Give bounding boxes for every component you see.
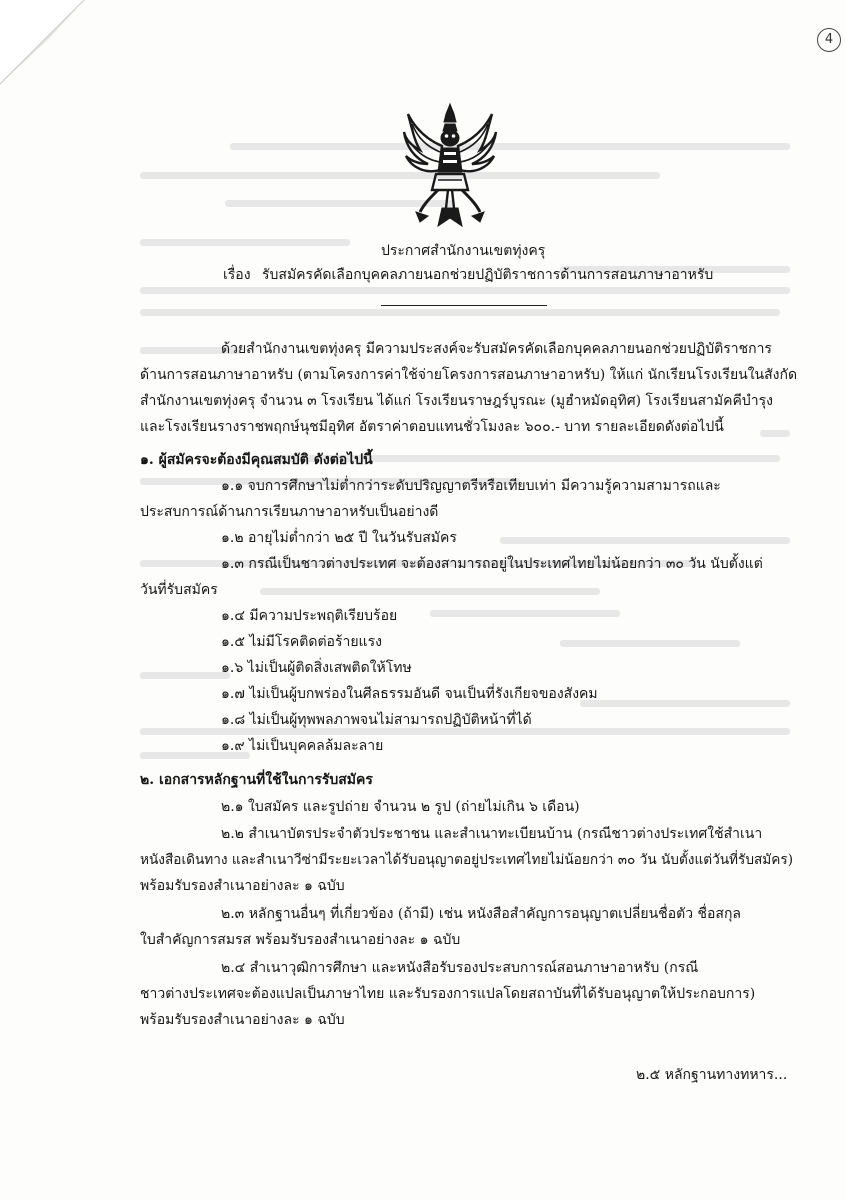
qualification-item: ๑.๗ ไม่เป็นผู้บกพร่องในศีลธรรมอันดี จนเป็นที่รังเกียจของสังคม [221,686,598,702]
qualification-item: วันที่รับสมัคร [140,582,218,598]
intro-line: ด้วยสำนักงานเขตทุ่งครุ มีความประสงค์จะรับสมัครคัดเลือกบุคคลภายนอกช่วยปฏิบัติราชการ [221,341,772,357]
intro-line: สำนักงานเขตทุ่งครุ จำนวน ๓ โรงเรียน ได้แก่ โรงเรียนราษฎร์บูรณะ (มูฮำหมัดอุทิศ) โรงเรียนสามัคคีบำรุง [140,393,773,409]
document-item: หนังสือเดินทาง และสำเนาวีซ่ามีระยะเวลาได้รับอนุญาตอยู่ประเทศไทยไม่น้อยกว่า ๓๐ วัน นับตั้งแต่วันที่รับสมัคร) [140,852,794,868]
subject-text: รับสมัครคัดเลือกบุคคลภายนอกช่วยปฏิบัติราชการด้านการสอนภาษาอาหรับ [262,267,714,283]
heading-divider [381,305,547,306]
section-heading: ๑. ผู้สมัครจะต้องมีคุณสมบัติ ดังต่อไปนี้ [140,452,373,468]
document-item: ๒.๑ ใบสมัคร และรูปถ่าย จำนวน ๒ รูป (ถ่ายไม่เกิน ๖ เดือน) [221,799,580,815]
document-item: พร้อมรับรองสำเนาอย่างละ ๑ ฉบับ [140,878,345,894]
qualification-item: ๑.๖ ไม่เป็นผู้ติดสิ่งเสพติดให้โทษ [221,660,412,676]
document-item: ชาวต่างประเทศจะต้องแปลเป็นภาษาไทย และรับรองการแปลโดยสถาบันที่ได้รับอนุญาตให้ประกอบการ) [140,986,756,1002]
intro-line: และโรงเรียนรางราชพฤกษ์นุชมีอุทิศ อัตราค่าตอบแทนชั่วโมงละ ๖๐๐.- บาท รายละเอียดดังต่อไปนี้ [140,419,724,435]
qualification-item: ๑.๑ จบการศึกษาไม่ต่ำกว่าระดับปริญญาตรีหรือเทียบเท่า มีความรู้ความสามารถและ [221,478,721,494]
document-item: พร้อมรับรองสำเนาอย่างละ ๑ ฉบับ [140,1012,345,1028]
qualification-item: ๑.๕ ไม่มีโรคติดต่อร้ายแรง [221,634,382,650]
intro-line: ด้านการสอนภาษาอาหรับ (ตามโครงการค่าใช้จ่ายโครงการสอนภาษาอาหรับ) ให้แก่ นักเรียนโรงเรียนในสังกัด [140,367,798,383]
qualification-item: ๑.๘ ไม่เป็นผู้ทุพพลภาพจนไม่สามารถปฏิบัติหน้าที่ได้ [221,712,532,728]
subject-label: เรื่อง [223,267,251,283]
qualification-item: ๑.๔ มีความประพฤติเรียบร้อย [221,608,398,624]
document-item: ๒.๒ สำเนาบัตรประจำตัวประชาชน และสำเนาทะเบียนบ้าน (กรณีชาวต่างประเทศใช้สำเนา [221,826,763,842]
folded-corner [0,0,90,90]
page-number: 4 [817,28,841,52]
section-heading: ๒. เอกสารหลักฐานที่ใช้ในการรับสมัคร [140,772,373,788]
document-item: ๒.๓ หลักฐานอื่นๆ ที่เกี่ยวข้อง (ถ้ามี) เช่น หนังสือสำคัญการอนุญาตเปลี่ยนชื่อตัว ชื่อสกุล [221,906,742,922]
qualification-item: ๑.๓ กรณีเป็นชาวต่างประเทศ จะต้องสามารถอยู่ในประเทศไทยไม่น้อยกว่า ๓๐ วัน นับตั้งแต่ [221,556,763,572]
document-item: ใบสำคัญการสมรส พร้อมรับรองสำเนาอย่างละ ๑ ฉบับ [140,932,461,948]
qualification-item: ๑.๒ อายุไม่ต่ำกว่า ๒๕ ปี ในวันรับสมัคร [221,530,457,546]
garuda-emblem-icon [402,100,498,232]
document-item: ๒.๔ สำเนาวุฒิการศึกษา และหนังสือรับรองประสบการณ์สอนภาษาอาหรับ (กรณี [221,960,699,976]
continuation-note: ๒.๕ หลักฐานทางทหาร... [636,1067,788,1083]
qualification-item: ประสบการณ์ด้านการเรียนภาษาอาหรับเป็นอย่างดี [140,504,439,520]
qualification-item: ๑.๙ ไม่เป็นบุคคลล้มละลาย [221,738,384,754]
issuer-title: ประกาศสำนักงานเขตทุ่งครุ [381,243,546,259]
